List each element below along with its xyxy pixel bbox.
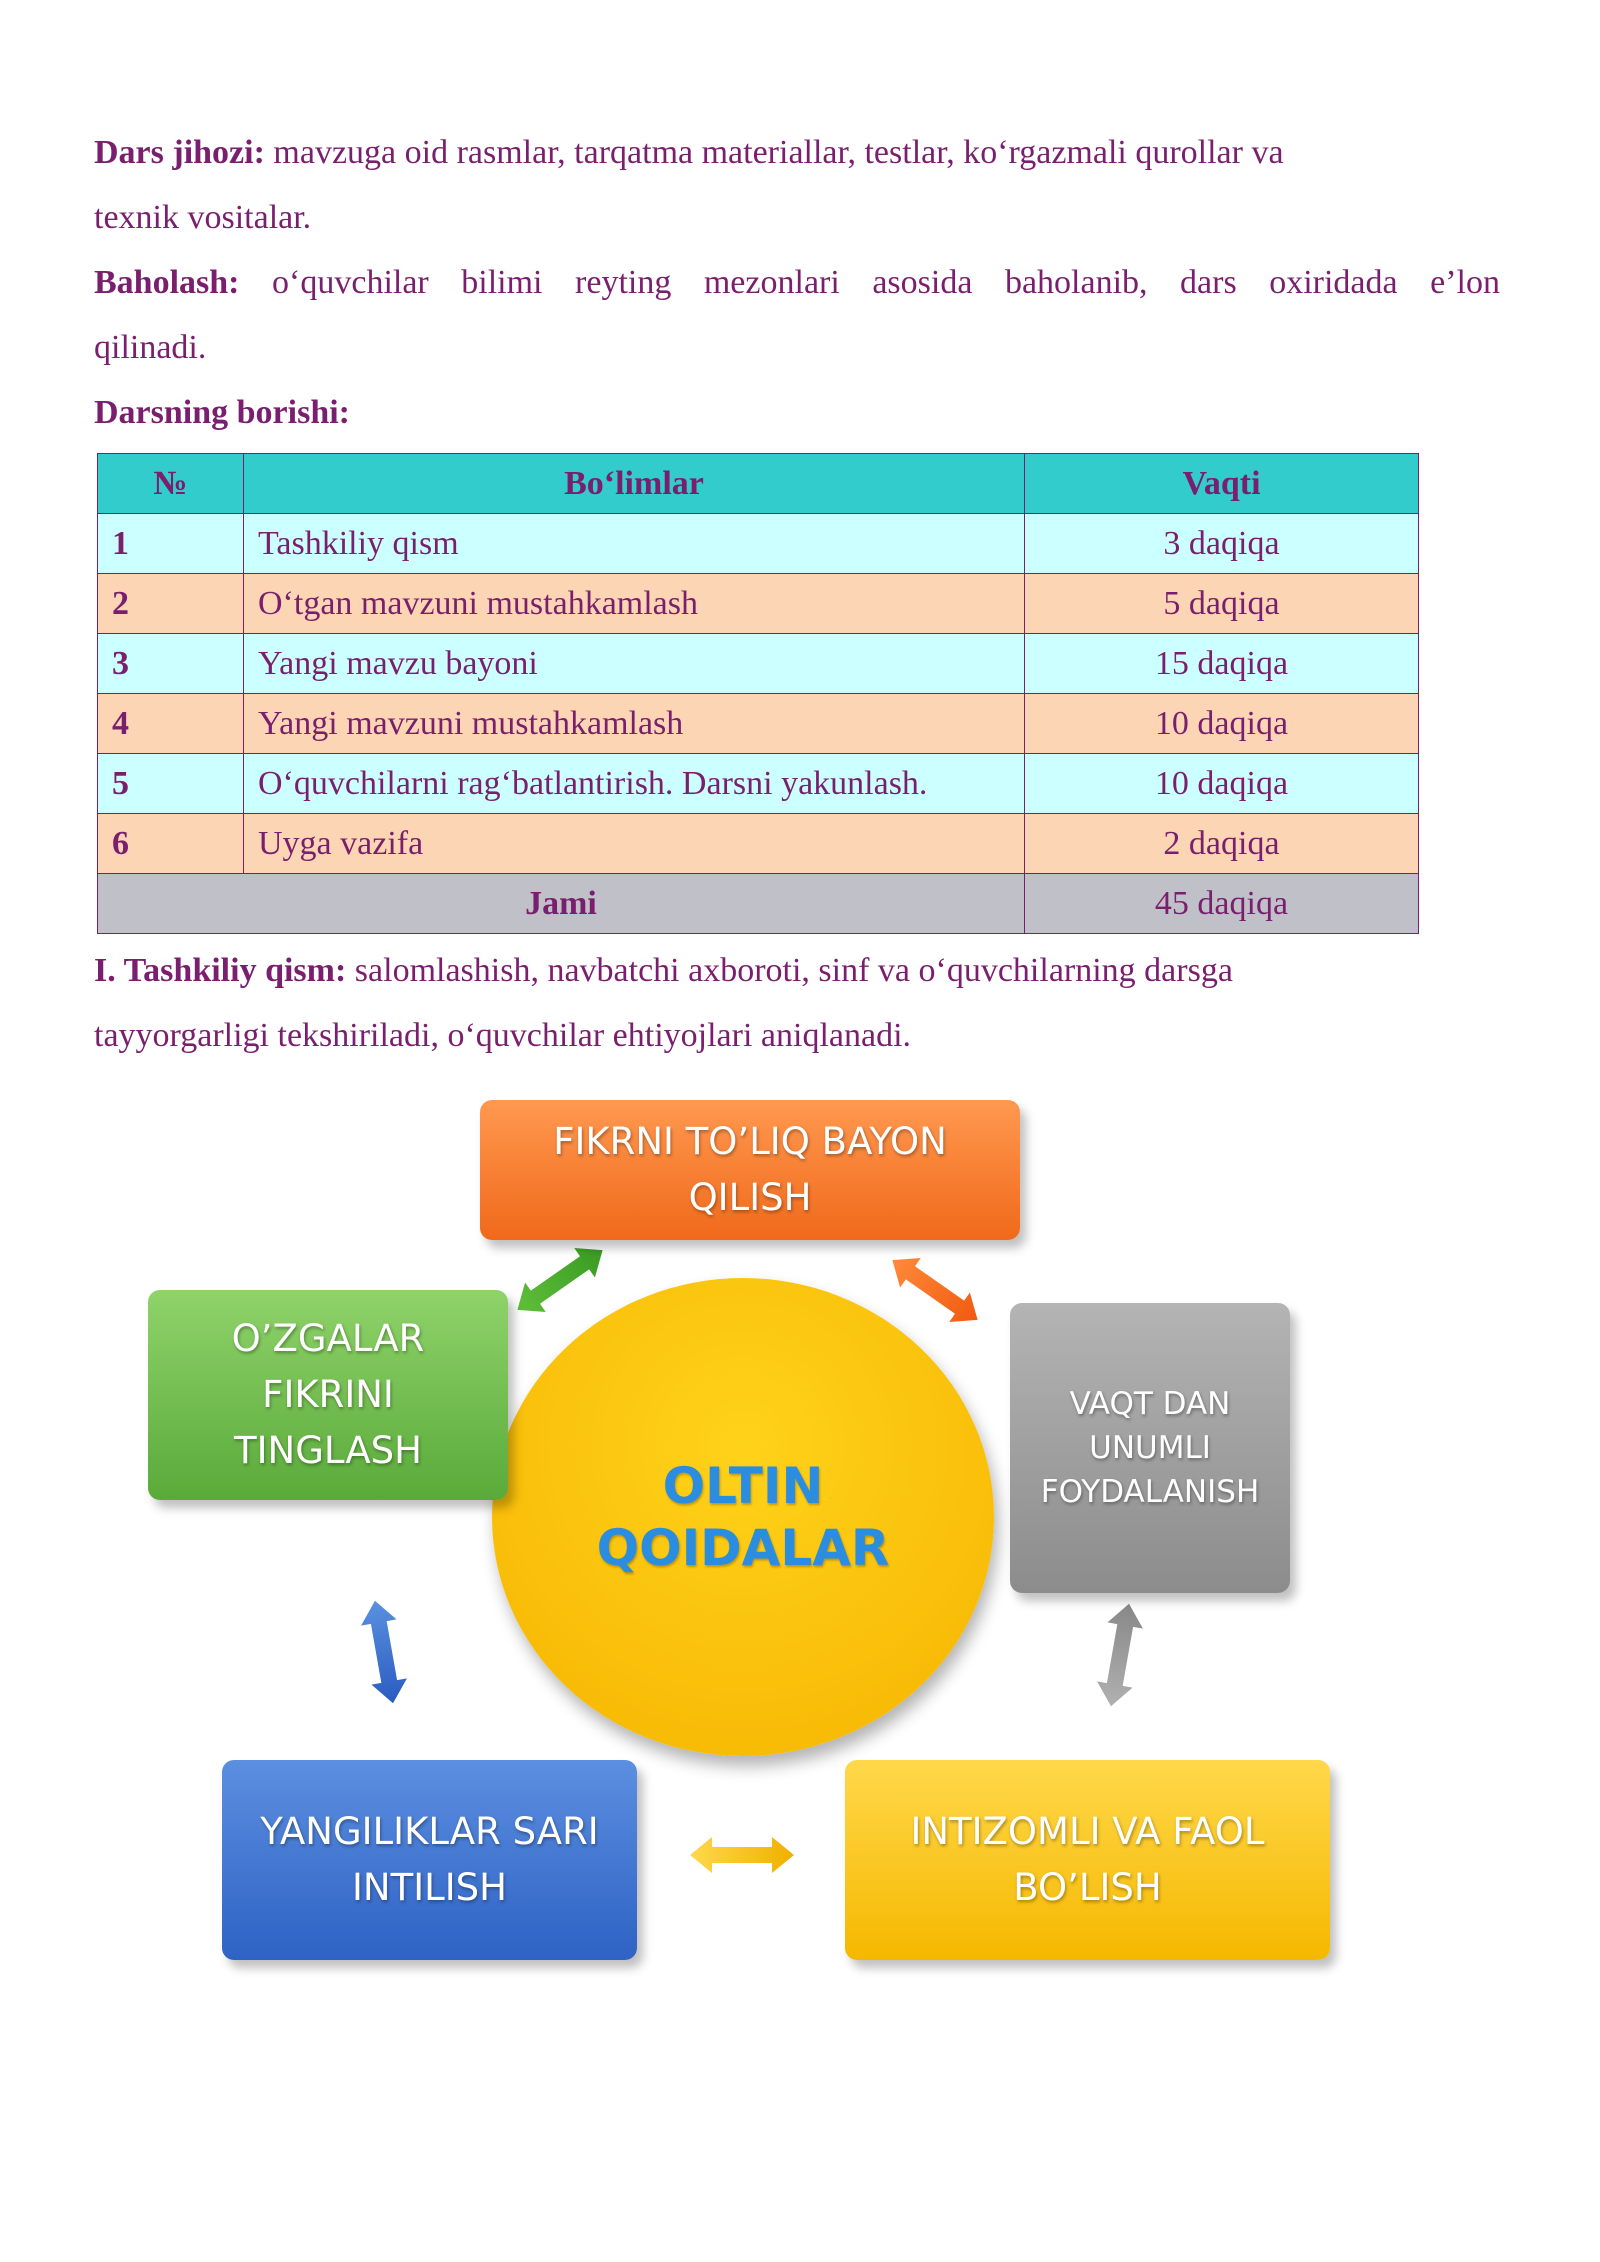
equipment-text-cont: texnik vositalar. [94, 199, 312, 236]
table-row [98, 694, 1419, 754]
table-row [98, 754, 1419, 814]
row-section: Yangi mavzu bayoni [244, 634, 1025, 694]
double-arrow-icon [507, 1235, 613, 1324]
rule-label: VAQT DAN UNUMLI FOYDALANISH [1040, 1386, 1260, 1510]
row-section: O‘quvchilarni rag‘batlantirish. Darsni yakunlash. [244, 754, 1025, 814]
row-num: 5 [98, 754, 244, 814]
table-total-row [98, 874, 1419, 934]
row-section: Tashkiliy qism [244, 514, 1025, 574]
circle-label: OLTIN QOIDALAR [596, 1457, 890, 1577]
row-num: 2 [98, 574, 244, 634]
rule-label: INTIZOMLI VA FAOL BO’LISH [910, 1810, 1265, 1909]
row-time: 5 daqiqa [1025, 574, 1419, 634]
rule-box-bottom-left [222, 1760, 637, 1960]
rule-box-right [1010, 1303, 1290, 1593]
row-num: 6 [98, 814, 244, 874]
section1-text-cont: tayyorgarligi tekshiriladi, o‘quvchilar ehtiyojlari aniqlanadi. [94, 1017, 912, 1054]
table-row [98, 574, 1419, 634]
rule-label: FIKRNI TO’LIQ BAYON QILISH [553, 1120, 947, 1219]
row-section: O‘tgan mavzuni mustahkamlash [244, 574, 1025, 634]
total-label: Jami [98, 874, 1025, 934]
assessment-paragraph [94, 250, 1500, 380]
course-heading: Darsning borishi: [94, 394, 350, 431]
header-sections: Bo‘limlar [244, 454, 1025, 514]
section1-text: salomlashish, navbatchi axboroti, sinf va o‘quvchilarning darsga [354, 952, 1233, 989]
total-time: 45 daqiqa [1025, 874, 1419, 934]
assessment-text-cont: qilinadi. [94, 329, 207, 366]
table-row [98, 634, 1419, 694]
equipment-text: mavzuga oid rasmlar, tarqatma materiallar, testlar, ko‘rgazmali qurollar va [273, 134, 1284, 171]
row-num: 1 [98, 514, 244, 574]
row-num: 3 [98, 634, 244, 694]
double-arrow-icon [882, 1245, 988, 1334]
double-arrow-icon [1093, 1601, 1147, 1710]
rule-box-top [480, 1100, 1020, 1240]
equipment-paragraph [94, 120, 1500, 250]
header-time: Vaqti [1025, 454, 1419, 514]
table-header-row [98, 454, 1419, 514]
row-time: 2 daqiqa [1025, 814, 1419, 874]
header-num: № [98, 454, 244, 514]
rule-box-bottom-right [845, 1760, 1330, 1960]
row-section: Uyga vazifa [244, 814, 1025, 874]
row-time: 10 daqiqa [1025, 754, 1419, 814]
rule-label: O’ZGALAR FIKRINI TINGLASH [231, 1317, 425, 1472]
table-row [98, 814, 1419, 874]
row-section: Yangi mavzuni mustahkamlash [244, 694, 1025, 754]
golden-rules-diagram [0, 1085, 1600, 1985]
table-row [98, 514, 1419, 574]
section1-label: I. Tashkiliy qism: [94, 952, 347, 989]
row-time: 10 daqiqa [1025, 694, 1419, 754]
double-arrow-icon [690, 1837, 794, 1873]
assessment-label: Baholash: [94, 264, 240, 301]
course-heading-wrap [94, 380, 1500, 445]
lesson-plan-table [97, 453, 1419, 934]
section1-paragraph [94, 938, 1500, 1068]
rule-label: YANGILIKLAR SARI INTILISH [260, 1810, 599, 1909]
double-arrow-icon [357, 1598, 411, 1707]
row-time: 3 daqiqa [1025, 514, 1419, 574]
rule-box-left [148, 1290, 508, 1500]
row-time: 15 daqiqa [1025, 634, 1419, 694]
assessment-text: o‘quvchilar bilimi reyting mezonlari asosida baholanib, dars oxiridada e’lon [272, 264, 1500, 301]
golden-rules-circle [492, 1278, 994, 1756]
equipment-label: Dars jihozi: [94, 134, 265, 171]
row-num: 4 [98, 694, 244, 754]
